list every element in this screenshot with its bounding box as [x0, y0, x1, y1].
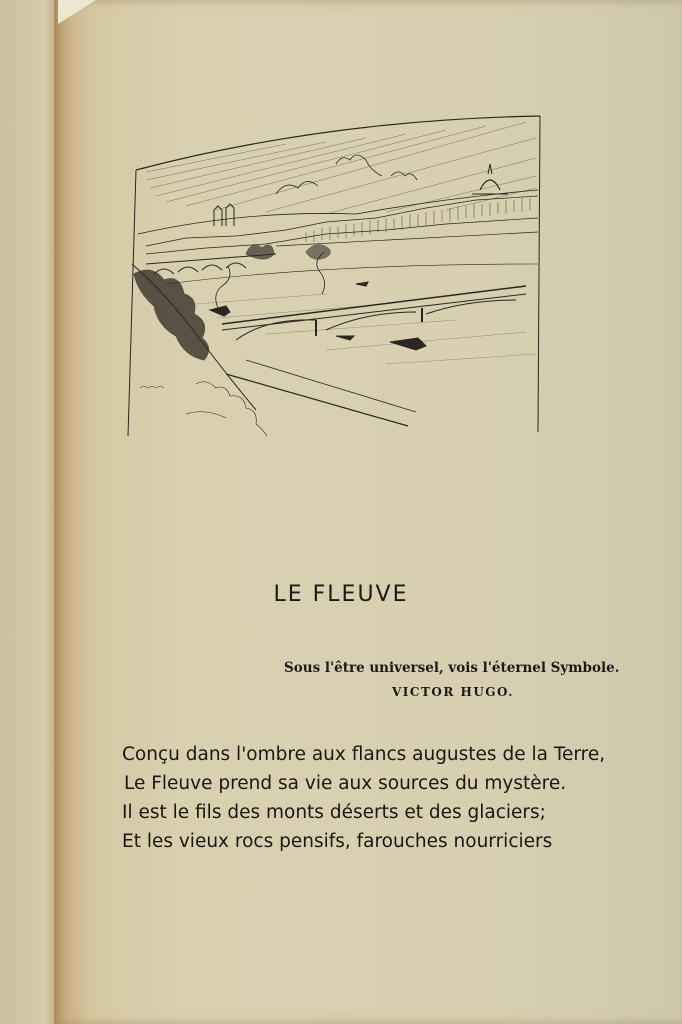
poem-line: Le Fleuve prend sa vie aux sources du mystère.	[124, 773, 567, 794]
poem-line: Il est le fils des monts déserts et des glaciers;	[122, 802, 546, 823]
river-engraving	[126, 114, 544, 436]
poem-line: Et les vieux rocs pensifs, farouches nourriciers	[122, 831, 553, 852]
epigraph-attribution: VICTOR HUGO.	[392, 685, 514, 699]
poem-body	[122, 740, 606, 856]
epigraph: Sous l'être universel, vois l'éternel Symbole.	[284, 660, 620, 676]
poem-line: Conçu dans l'ombre aux flancs augustes de la Terre,	[122, 744, 606, 765]
poem-title: LE FLEUVE	[273, 582, 409, 607]
